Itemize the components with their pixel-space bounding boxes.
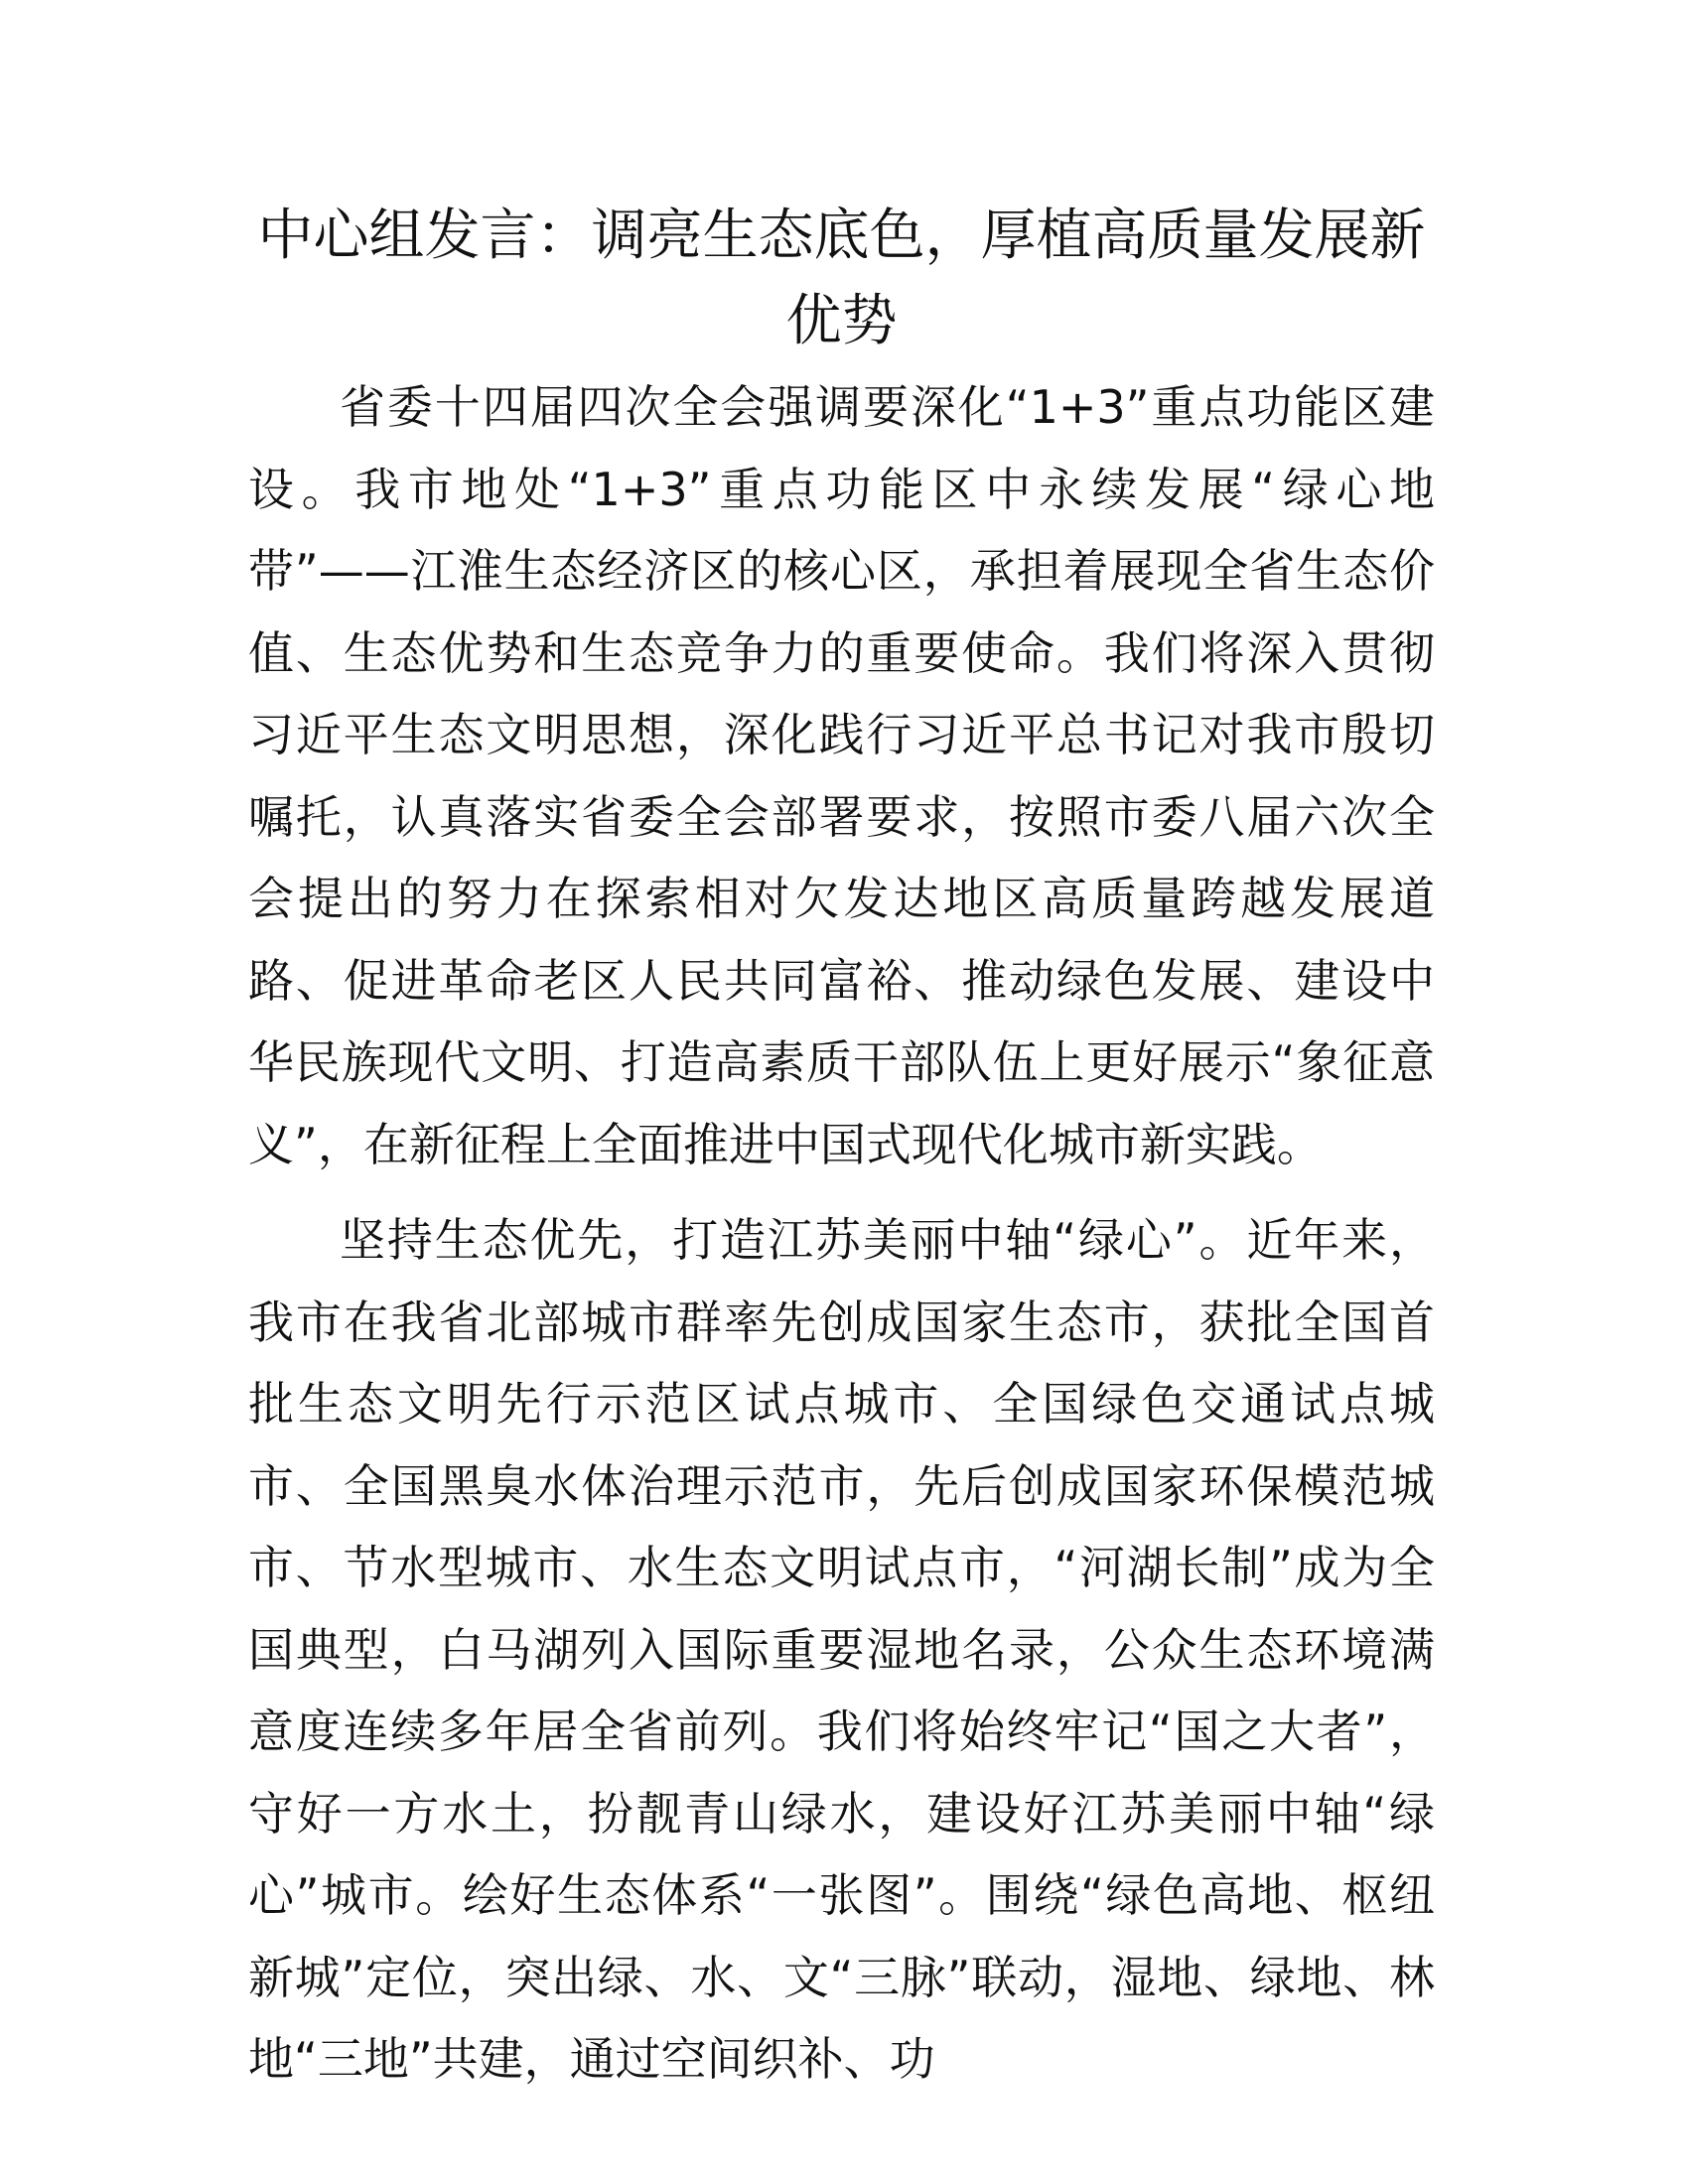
paragraph-intro: 省委十四届四次全会强调要深化“1+3”重点功能区建设。我市地处“1+3”重点功能区中永续发展“绿心地带”——江淮生态经济区的核心区，承担着展现全省生态价值、生态优势和生态竞争力的重要使命。我们将深入贯彻习近平生态文明思想，深化践行习近平总书记对我市殷切嘱托，认真落实省委全会部署要求，按照市委八届六次全会提出的努力在探索相对欠发达地区高质量跨越发展道路、促进革命老区人民共同富裕、推动绿色发展、建设中华民族现代文明、打造高素质干部队伍上更好展示“象征意义”，在新征程上全面推进中国式现代化城市新实践。 (248, 380, 1435, 1171)
paragraph-ecology-priority: 坚持生态优先，打造江苏美丽中轴“绿心”。近年来，我市在我省北部城市群率先创成国家生态市，获批全国首批生态文明先行示范区试点城市、全国绿色交通试点城市、全国黑臭水体治理示范市，先后创成国家环保模范城市、节水型城市、水生态文明试点市，“河湖长制”成为全国典型，白马湖列入国际重要湿地名录，公众生态环境满意度连续多年居全省前列。我们将始终牢记“国之大者”，守好一方水土，扮靓青山绿水，建设好江苏美丽中轴“绿心”城市。绘好生态体系“一张图”。围绕“绿色高地、枢纽新城”定位，突出绿、水、文“三脉”联动，湿地、绿地、林地“三地”共建，通过空间织补、功 (248, 1213, 1435, 2086)
document-page (248, 194, 1435, 2101)
document-title: 中心组发言：调亮生态底色，厚植高质量发展新优势 (257, 204, 1426, 353)
